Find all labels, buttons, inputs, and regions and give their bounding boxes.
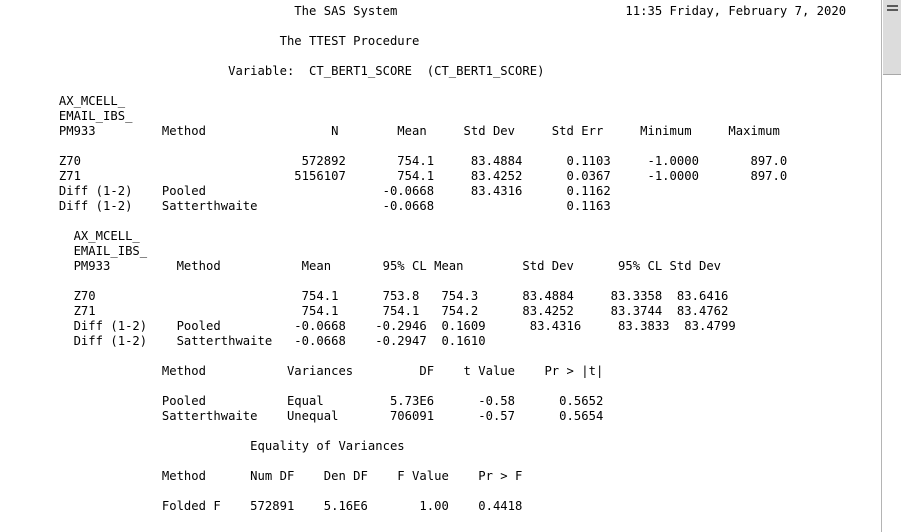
output-line: Diff (1-2) Pooled -0.0668 -0.2946 0.1609 83.4316 83.3833 83.4799 [0, 319, 736, 333]
scrollbar-grip-icon [887, 5, 898, 12]
output-line: Z70 572892 754.1 83.4884 0.1103 -1.0000 897.0 [0, 154, 788, 168]
output-line: Method Num DF Den DF F Value Pr > F [0, 469, 523, 483]
output-line: Z71 5156107 754.1 83.4252 0.0367 -1.0000 897.0 [0, 169, 788, 183]
output-line: Equality of Variances [0, 439, 405, 453]
output-line: The TTEST Procedure [0, 34, 420, 48]
output-line: Satterthwaite Unequal 706091 -0.57 0.5654 [0, 409, 604, 423]
output-line: EMAIL_IBS_ [0, 244, 148, 258]
output-line: AX_MCELL_ [0, 229, 140, 243]
vertical-scrollbar[interactable] [881, 0, 901, 532]
output-line: Diff (1-2) Satterthwaite -0.0668 -0.2947 0.1610 [0, 334, 486, 348]
output-line: Folded F 572891 5.16E6 1.00 0.4418 [0, 499, 523, 513]
output-line: The SAS System 11:35 Friday, February 7, 2020 [0, 4, 847, 18]
output-line: Z70 754.1 753.8 754.3 83.4884 83.3358 83.6416 [0, 289, 729, 303]
output-line: PM933 Method Mean 95% CL Mean Std Dev 95% CL Std Dev [0, 259, 722, 273]
scrollbar-thumb[interactable] [883, 0, 901, 75]
output-line: PM933 Method N Mean Std Dev Std Err Minimum Maximum [0, 124, 780, 138]
scrollbar-track[interactable] [883, 75, 901, 532]
output-line: AX_MCELL_ [0, 94, 126, 108]
output-line: Pooled Equal 5.73E6 -0.58 0.5652 [0, 394, 604, 408]
output-line: Method Variances DF t Value Pr > |t| [0, 364, 604, 378]
output-line: Diff (1-2) Satterthwaite -0.0668 0.1163 [0, 199, 611, 213]
output-line: Variable: CT_BERT1_SCORE (CT_BERT1_SCORE) [0, 64, 545, 78]
output-line: Z71 754.1 754.1 754.2 83.4252 83.3744 83.4762 [0, 304, 729, 318]
output-line: Diff (1-2) Pooled -0.0668 83.4316 0.1162 [0, 184, 611, 198]
output-line: EMAIL_IBS_ [0, 109, 133, 123]
